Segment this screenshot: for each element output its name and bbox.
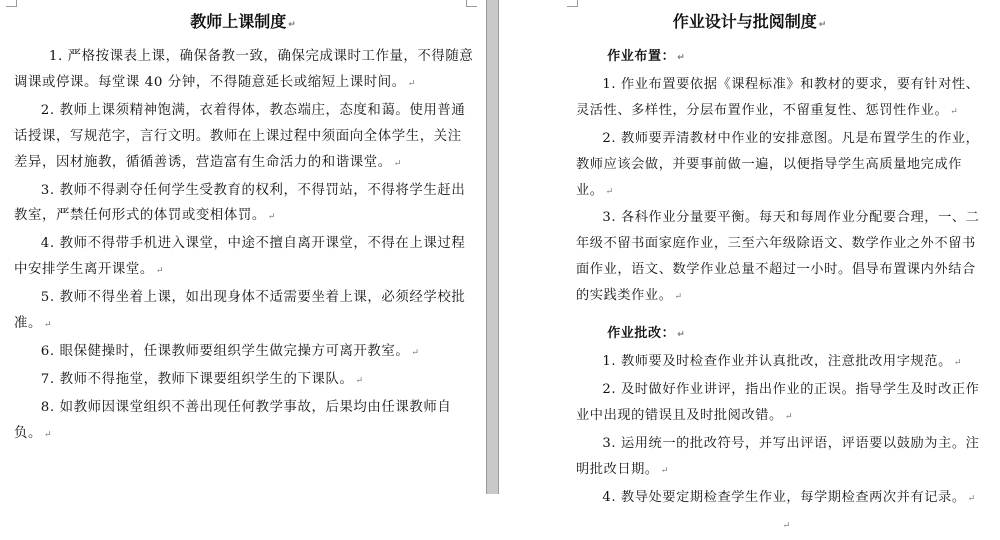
rule-paragraph: 3. 各科作业分量要平衡。每天和每周作业分配要合理，一、二年级不留书面家庭作业，三至六年级除语文、数学作业之外不留书面作业，语文、数学作业总量不超过一小时。倡导布置课内外结合的实践类作业。 ↵: [576, 210, 980, 304]
right-page: [499, 0, 1000, 532]
rule-paragraph: 5. 教师不得坐着上课，如出现身体不适需要坐着上课，必须经学校批准。 ↵: [14, 290, 466, 332]
rule-paragraph: 4. 教导处要定期检查学生作业，每学期检查两次并有记录。 ↵: [602, 489, 976, 505]
paragraph-mark-icon: ↵: [677, 53, 685, 63]
paragraph-mark-icon: ↵: [967, 493, 976, 504]
rule-paragraph: 3. 运用统一的批改符号，并写出评语，评语要以鼓励为主。注明批改日期。 ↵: [576, 435, 980, 477]
page-title: 作业设计与批阅制度 ↵: [672, 12, 827, 31]
paragraph-mark-icon: ↵: [267, 212, 276, 223]
paragraph-mark-icon: ↵: [818, 20, 827, 30]
paragraph-mark-icon: ↵: [782, 521, 791, 532]
margin-corner-mark: [6, 0, 17, 7]
margin-corner-mark: [466, 0, 477, 7]
paragraph-mark-icon: ↵: [677, 330, 685, 341]
rule-paragraph: 6. 眼保健操时，任课教师要组织学生做完操方可离开教室。 ↵: [40, 343, 419, 359]
paragraph-mark-icon: ↵: [784, 411, 793, 422]
rule-paragraph: 3. 教师不得剥夺任何学生受教育的权利，不得罚站，不得将学生赶出教室，严禁任何形式的体罚或变相体罚。 ↵: [14, 182, 466, 224]
paragraph-mark-icon: ↵: [674, 292, 683, 303]
section-heading: 作业批改： ↵: [607, 326, 685, 342]
rule-paragraph: 1. 严格按课表上课，确保备教一致，确保完成课时工作量，不得随意调课或停课。每堂课 40 分钟，不得随意延长或缩短上课时间。 ↵: [14, 49, 474, 90]
page-title: 教师上课制度 ↵: [190, 12, 296, 31]
paragraph-mark-icon: ↵: [605, 186, 614, 197]
page-body: [14, 44, 474, 449]
paragraph-mark-icon: ↵: [43, 429, 52, 440]
page-gutter: [486, 0, 499, 494]
rule-paragraph: 2. 教师要弄清教材中作业的安排意图。凡是布置学生的作业，教师应该会做，并要事前做一遍，以便指导学生高质量地完成作业。 ↵: [576, 130, 980, 198]
rule-paragraph: 8. 如教师因课堂组织不善出现任何教学事故，后果均由任课教师自负。 ↵: [14, 399, 452, 441]
paragraph-mark-icon: ↵: [43, 320, 52, 331]
left-page: [0, 0, 486, 494]
paragraph-mark-icon: ↵: [407, 78, 416, 89]
margin-corner-mark: [567, 0, 578, 7]
paragraph-mark-icon: ↵: [411, 347, 419, 358]
paragraph-mark-icon: ↵: [155, 266, 164, 277]
empty-paragraph: [576, 512, 988, 537]
paragraph-mark-icon: ↵: [950, 106, 958, 117]
rule-paragraph: 2. 及时做好作业讲评，指出作业的正误。指导学生及时改正作业中出现的错误且及时批阅改错。 ↵: [576, 381, 980, 423]
rule-paragraph: 1. 作业布置要依据《课程标准》和教材的要求，要有针对性、灵活性、多样性，分层布置作业，不留重复性、惩罚性作业。 ↵: [576, 76, 980, 118]
rule-paragraph: 7. 教师不得拖堂，教师下课要组织学生的下课队。 ↵: [40, 371, 363, 387]
page-body: [576, 44, 988, 537]
paragraph-mark-icon: ↵: [660, 465, 669, 476]
paragraph-mark-icon: ↵: [355, 375, 363, 386]
rule-paragraph: 4. 教师不得带手机进入课堂，中途不擅自离开课堂，不得在上课过程中安排学生离开课堂。 ↵: [14, 236, 466, 278]
paragraph-mark-icon: ↵: [393, 158, 402, 169]
paragraph-mark-icon: ↵: [288, 20, 296, 30]
paragraph-mark-icon: ↵: [953, 357, 962, 368]
rule-paragraph: 2. 教师上课须精神饱满，衣着得体，教态端庄，态度和蔼。使用普通话授课，写规范字，言行文明。教师在上课过程中须面向全体学生，关注差异，因材施教，循循善诱，营造富有生命活力的和谐课堂。 ↵: [14, 102, 466, 170]
rule-paragraph: 1. 教师要及时检查作业并认真批改，注意批改用字规范。 ↵: [602, 353, 962, 369]
section-heading: 作业布置： ↵: [607, 49, 685, 64]
